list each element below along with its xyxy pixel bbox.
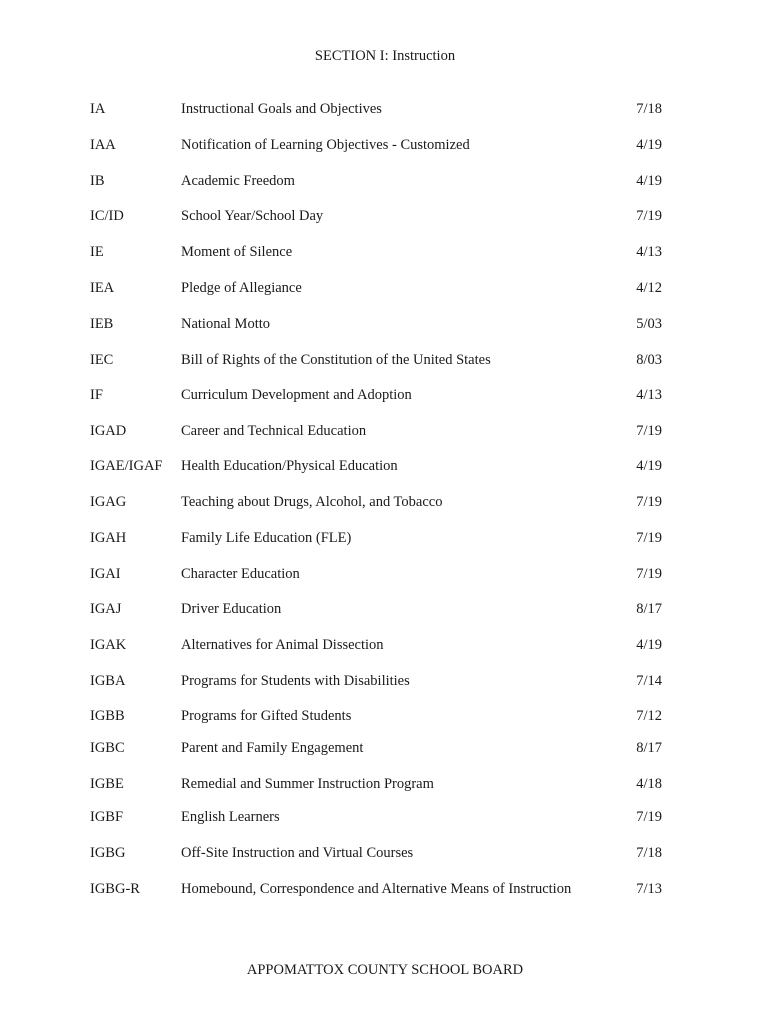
policy-row [0, 456, 770, 476]
policy-title: Programs for Gifted Students [181, 708, 352, 724]
policy-code: IB [90, 173, 105, 189]
policy-title: Pledge of Allegiance [181, 280, 302, 296]
policy-date: 7/19 [636, 494, 662, 510]
policy-row [0, 278, 770, 298]
policy-date: 7/12 [636, 708, 662, 724]
policy-title: Off-Site Instruction and Virtual Courses [181, 845, 414, 861]
policy-code: IGBE [90, 776, 124, 792]
policy-code: IEB [90, 316, 114, 332]
policy-code: IE [90, 244, 104, 260]
policy-row [0, 843, 770, 863]
policy-date: 7/18 [636, 845, 662, 861]
policy-code: IGAG [90, 494, 127, 510]
policy-title: English Learners [181, 809, 280, 825]
policy-date: 7/19 [636, 566, 662, 582]
policy-title: Instructional Goals and Objectives [181, 101, 382, 117]
policy-code: IGAH [90, 530, 127, 546]
policy-date: 7/19 [636, 809, 662, 825]
policy-row [0, 774, 770, 794]
policy-code: IGAJ [90, 601, 122, 617]
policy-title: Alternatives for Animal Dissection [181, 637, 384, 653]
policy-date: 7/13 [636, 881, 662, 897]
policy-title: Career and Technical Education [181, 423, 367, 439]
policy-row [0, 738, 770, 758]
policy-code: IGAE/IGAF [90, 458, 163, 474]
policy-date: 4/13 [636, 244, 662, 260]
policy-date: 7/19 [636, 530, 662, 546]
policy-date: 4/19 [636, 458, 662, 474]
policy-row [0, 635, 770, 655]
policy-row [0, 242, 770, 262]
policy-date: 4/18 [636, 776, 662, 792]
policy-title: Character Education [181, 566, 300, 582]
policy-code: IAA [90, 137, 116, 153]
policy-code: IGBG-R [90, 881, 140, 897]
policy-date: 7/19 [636, 423, 662, 439]
policy-title: Homebound, Correspondence and Alternative Means of Instruction [181, 881, 572, 897]
policy-row [0, 528, 770, 548]
policy-code: IGBA [90, 673, 126, 689]
policy-row [0, 879, 770, 899]
policy-date: 8/17 [636, 740, 662, 756]
policy-title: Teaching about Drugs, Alcohol, and Tobacco [181, 494, 443, 510]
policy-date: 4/19 [636, 637, 662, 653]
policy-row [0, 564, 770, 584]
policy-code: IA [90, 101, 106, 117]
policy-row [0, 206, 770, 226]
policy-row [0, 807, 770, 827]
policy-date: 7/18 [636, 101, 662, 117]
policy-row [0, 671, 770, 691]
policy-code: IC/ID [90, 208, 124, 224]
policy-title: Parent and Family Engagement [181, 740, 364, 756]
policy-row [0, 135, 770, 155]
policy-row [0, 314, 770, 334]
policy-code: IGBB [90, 708, 125, 724]
policy-row [0, 421, 770, 441]
policy-code: IGAK [90, 637, 127, 653]
section-title: SECTION I: Instruction [314, 48, 456, 64]
policy-code: IGBF [90, 809, 124, 825]
policy-title: Driver Education [181, 601, 282, 617]
policy-date: 7/19 [636, 208, 662, 224]
policy-title: School Year/School Day [181, 208, 324, 224]
policy-code: IGAD [90, 423, 127, 439]
policy-title: Academic Freedom [181, 173, 295, 189]
policy-code: IGBG [90, 845, 126, 861]
policy-date: 8/17 [636, 601, 662, 617]
policy-row [0, 706, 770, 726]
policy-code: IF [90, 387, 103, 403]
policy-date: 4/13 [636, 387, 662, 403]
policy-row [0, 492, 770, 512]
policy-code: IEA [90, 280, 115, 296]
policy-date: 4/19 [636, 137, 662, 153]
policy-date: 4/12 [636, 280, 662, 296]
policy-code: IEC [90, 352, 114, 368]
footer-organization: APPOMATTOX COUNTY SCHOOL BOARD [246, 962, 524, 978]
policy-row [0, 171, 770, 191]
policy-row [0, 350, 770, 370]
policy-title: Moment of Silence [181, 244, 293, 260]
policy-title: Remedial and Summer Instruction Program [181, 776, 434, 792]
policy-date: 5/03 [636, 316, 662, 332]
policy-title: Health Education/Physical Education [181, 458, 398, 474]
policy-title: Bill of Rights of the Constitution of the United States [181, 352, 491, 368]
policy-row [0, 99, 770, 119]
policy-code: IGBC [90, 740, 125, 756]
policy-row [0, 385, 770, 405]
policy-date: 7/14 [636, 673, 662, 689]
policy-title: Notification of Learning Objectives - Customized [181, 137, 470, 153]
policy-date: 4/19 [636, 173, 662, 189]
policy-date: 8/03 [636, 352, 662, 368]
policy-code: IGAI [90, 566, 121, 582]
policy-title: National Motto [181, 316, 271, 332]
policy-title: Curriculum Development and Adoption [181, 387, 412, 403]
policy-title: Programs for Students with Disabilities [181, 673, 410, 689]
policy-title: Family Life Education (FLE) [181, 530, 352, 546]
policy-row [0, 599, 770, 619]
